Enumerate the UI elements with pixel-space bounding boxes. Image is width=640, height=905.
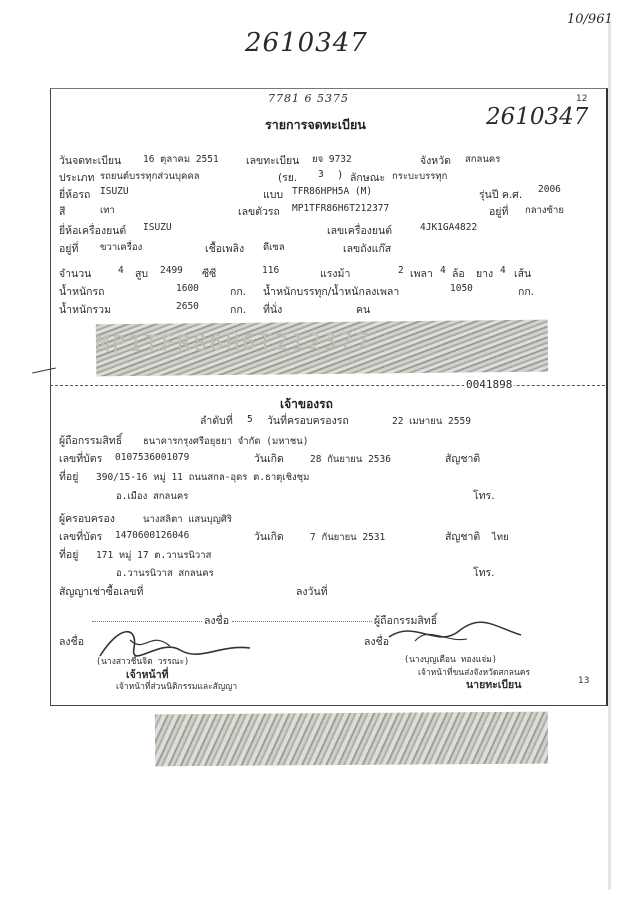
make: ISUZU [100,186,129,197]
possessor-address-label: ที่อยู่ [59,549,79,561]
chassis-location: กลางซ้าย [525,205,564,216]
possession-date-label: วันที่ครอบครองรถ [267,415,349,427]
seats-label: ที่นั่ง [263,304,283,316]
type-label: ประเภท [59,172,95,184]
fuel: ดีเซล [263,242,285,253]
left-signer-role: เจ้าหน้าที่ [126,669,169,681]
cylinders: 4 [118,265,124,276]
chassis-number: MP1TFR86H6T212377 [292,203,390,214]
wheels: 4 [440,265,446,276]
holder-name: ธนาคารกรุงศรีอยุธยา จำกัด (มหาชน) [143,436,309,447]
possessor-label: ผู้ครอบครอง [59,513,115,525]
gas-tank-label: เลขถังแก๊ส [343,243,392,255]
engine-loc-label: อยู่ที่ [59,243,79,255]
left-sign-label: ลงชื่อ [59,636,84,648]
right-signer-name: (นางบุญเตือน ทองแจ่ม) [404,655,497,665]
engine-make: ISUZU [143,222,172,233]
handwritten-file-number: 2610347 [245,28,368,58]
weight-unit: กก. [230,286,247,298]
province-label: จังหวัด [420,155,451,167]
load-weight: 1050 [450,283,473,294]
handwritten-file-ref: 10/961 [567,12,613,27]
color: เทา [100,205,115,216]
rs-close: ) [338,169,343,181]
make-label: ยี่ห้อรถ [59,189,91,201]
load-label: น้ำหนักบรรทุก/น้ำหนักลงเพลา [263,286,400,298]
holder-address-label: ที่อยู่ [59,471,79,483]
tires-unit: เส้น [514,268,532,280]
page-number-12: 12 [576,94,588,104]
possessor-dob: 7 กันยายน 2531 [310,532,386,543]
section-divider [50,385,605,386]
possessor-nationality: ไทย [492,532,509,543]
model: TFR86HPH5A (M) [292,186,373,197]
hp-label: แรงม้า [320,268,351,280]
engine-location: ขวาเครื่อง [100,242,143,253]
rs-label: (รย. [278,172,298,184]
left-signer-sub: เจ้าหน้าที่ส่วนนิติกรรมและสัญญา [116,682,238,692]
vehicle-type: รถยนต์บรรทุกส่วนบุคคล [100,171,200,182]
left-signer-name: (นางสาวชื่นจิต วรรณะ) [96,657,190,667]
gross-weight-label: น้ำหนักรวม [59,304,111,316]
chassis-location-label: อยู่ที่ [489,206,509,218]
axles-label: เพลา [410,268,433,280]
body-style: กระบะบรรทุก [392,171,448,182]
holder-nationality-label: สัญชาติ [445,453,481,465]
owner-title: เจ้าของรถ [280,397,333,411]
handwritten-right-number: 2610347 [486,104,589,130]
possessor-dob-label: วันเกิด [254,531,284,543]
possessor-id-label: เลขที่บัตร [59,531,103,543]
model-label: แบบ [263,189,284,201]
cylinders-label: จำนวน [59,268,92,280]
sequence: 5 [247,414,253,425]
signature-label-top: ลงชื่อ [204,615,229,627]
page-edge-shadow [608,20,611,890]
tires-label: ยาง [476,268,494,280]
engine-cc: 2499 [160,265,183,276]
lease-label: สัญญาเช่าซื้อเลขที่ [59,586,144,598]
axles: 2 [398,265,404,276]
serial-number: 0041898 [466,378,513,391]
tires: 4 [500,265,506,276]
right-signer-sub: เจ้าหน้าที่ขนส่งจังหวัดสกลนคร [418,668,531,678]
engine-no-label: เลขเครื่องยนต์ [327,225,393,237]
tape-chassis-text: MP1TFR86H6T212377 [95,329,373,358]
holder-dob: 28 กันยายน 2536 [310,454,391,465]
province: สกลนคร [465,154,501,165]
holder-dob-label: วันเกิด [254,453,284,465]
possession-date: 22 เมษายน 2559 [392,416,471,427]
fuel-label: เชื้อเพลิง [205,243,245,255]
page-number-13: 13 [578,676,590,686]
holder-label: ผู้ถือกรรมสิทธิ์ [59,435,123,447]
plate: ยจ 9732 [312,154,352,165]
engine-make-label: ยี่ห้อเครื่องยนต์ [59,225,127,237]
holder-signature-label: ผู้ถือกรรมสิทธิ์ [374,615,438,627]
tape-strip [96,320,549,377]
right-signature [385,615,525,655]
right-sign-label: ลงชื่อ [364,636,389,648]
holder-address-2: อ.เมือง สกลนคร [116,491,189,502]
possessor-name: นางสลิตา แสนบุญศิริ [143,514,232,525]
gross-weight-unit: กก. [230,304,247,316]
chassis-label: เลขตัวรถ [238,206,280,218]
sequence-label: ลำดับที่ [200,415,233,427]
possessor-address-2: อ.วานรนิวาส สกลนคร [116,568,214,579]
holder-address: 390/15-16 หมู่ 11 ถนนสกล-อุดร ต.ธาตุเชิงชุม [96,472,310,483]
possessor-nationality-label: สัญชาติ [445,531,481,543]
vehicle-weight: 1600 [176,283,199,294]
holder-id-label: เลขที่บัตร [59,453,103,465]
weight-label: น้ำหนักรถ [59,286,105,298]
reg-date: 16 ตุลาคม 2551 [143,154,219,165]
cc-label: ซีซี [202,268,217,280]
seats-unit: คน [356,304,371,316]
possessor-address: 171 หมู่ 17 ต.วานรนิวาส [96,550,212,561]
reg-date-label: วันจดทะเบียน [59,155,122,167]
load-unit: กก. [518,286,535,298]
stamp-number: 7781 6 5375 [268,92,349,105]
year-label: รุ่นปี ค.ศ. [479,189,523,201]
gross-weight: 2650 [176,301,199,312]
holder-tel-label: โทร. [473,490,495,502]
possessor-tel-label: โทร. [473,567,495,579]
style-label: ลักษณะ [350,172,386,184]
registration-title: รายการจดทะเบียน [265,117,366,132]
horsepower: 116 [262,265,280,276]
color-label: สี [59,206,66,218]
lease-date-label: ลงวันที่ [296,586,328,598]
holder-id: 0107536001079 [115,452,190,463]
rs-code: 3 [318,169,324,180]
tape-strip-lower [155,712,548,767]
wheels-label: ล้อ [452,268,465,280]
engine-number: 4JK1GA4822 [420,222,478,233]
right-signer-role: นายทะเบียน [466,679,522,691]
cylinders-unit: สูบ [135,268,149,280]
model-year: 2006 [538,184,561,195]
plate-label: เลขทะเบียน [246,155,300,167]
possessor-id: 1470600126046 [115,530,190,541]
